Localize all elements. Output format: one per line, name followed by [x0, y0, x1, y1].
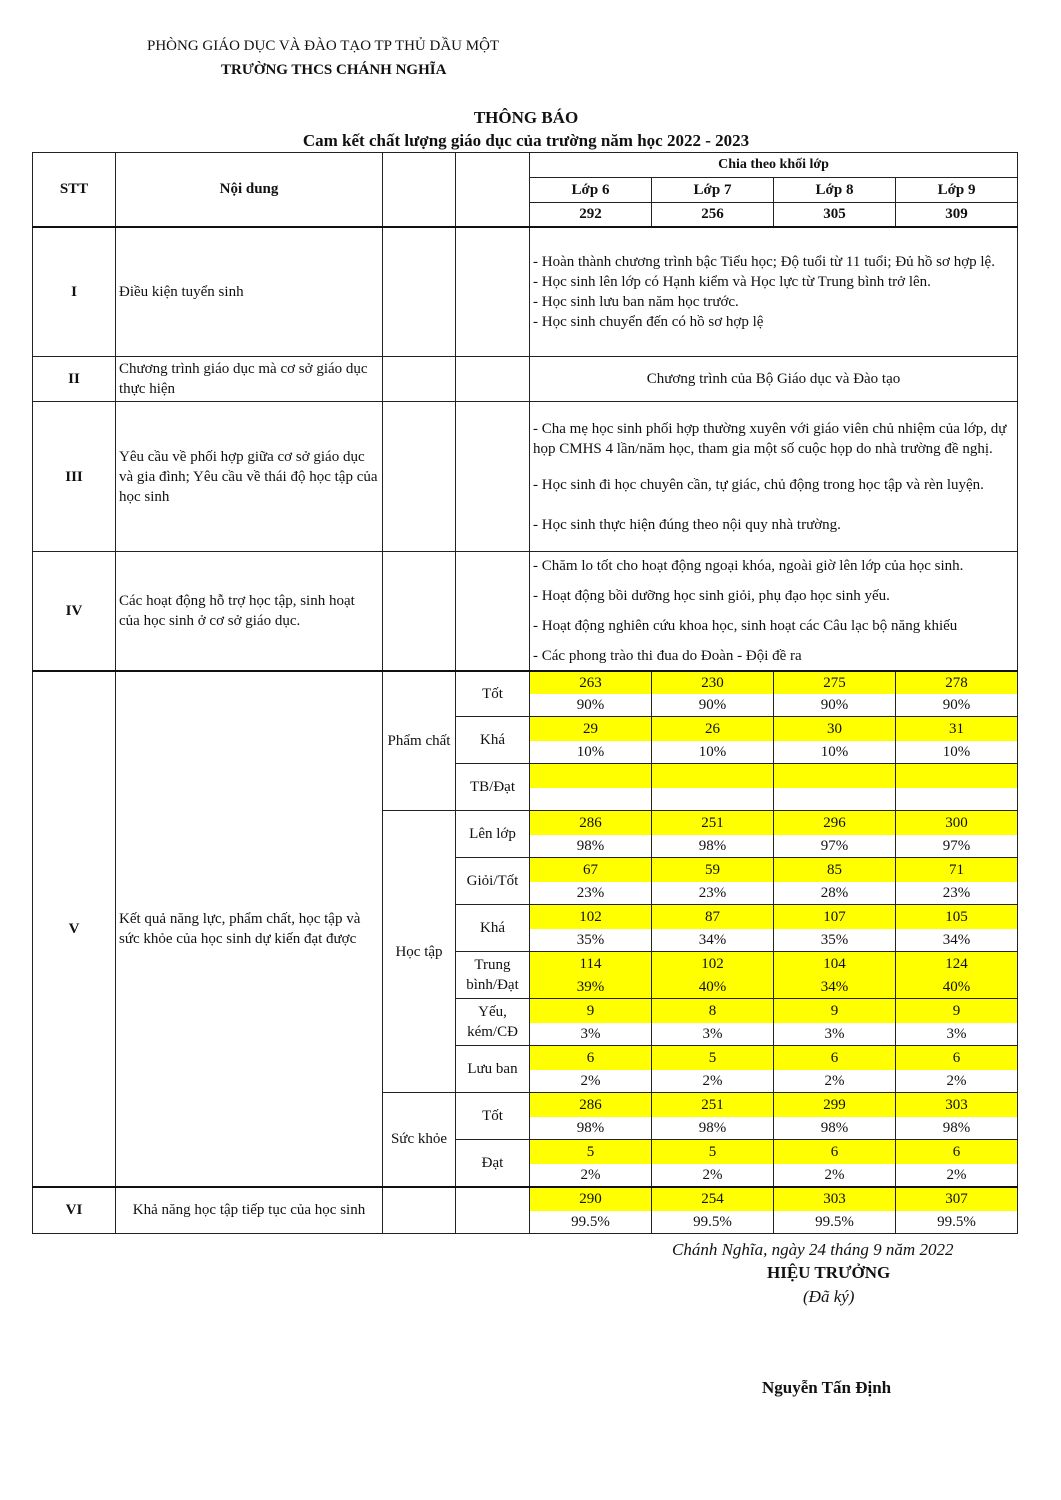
- vi-pct: 99.5%: [652, 1211, 774, 1234]
- ht-yeu-count: 9: [774, 999, 896, 1023]
- ht-luu-ban-count: 5: [652, 1046, 774, 1070]
- row-iii-detail: - Học sinh thực hiện đúng theo nội quy nhà trường.: [533, 516, 841, 533]
- pc-kha-pct: 10%: [530, 741, 652, 764]
- ht-gioi-pct: 23%: [896, 882, 1018, 905]
- ht-gioi-count: 71: [896, 858, 1018, 882]
- row-iii-details: [530, 402, 1018, 552]
- vi-count: 307: [896, 1187, 1018, 1211]
- ht-tb-count: 124: [896, 952, 1018, 976]
- row-ii-stt: II: [33, 357, 116, 402]
- ht-yeu-pct: 3%: [652, 1023, 774, 1046]
- grade-9-total: 309: [896, 203, 1018, 227]
- ht-kha-pct: 34%: [652, 929, 774, 952]
- ht-gioi-label: Giỏi/Tốt: [456, 858, 530, 905]
- hoc-tap-label: Học tập: [383, 811, 456, 1093]
- sk-tot-count: 299: [774, 1093, 896, 1117]
- ht-luu-ban-count: 6: [896, 1046, 1018, 1070]
- row-iii-content: Yêu cầu về phối hợp giữa cơ sở giáo dục và gia đình; Yêu cầu về thái độ học tập của học sinh: [116, 402, 383, 552]
- signature-date: Chánh Nghĩa, ngày 24 tháng 9 năm 2022: [672, 1240, 954, 1259]
- sk-dat-count: 6: [896, 1140, 1018, 1164]
- row-iv-detail: - Các phong trào thi đua do Đoàn - Đội đề ra: [533, 647, 802, 664]
- ht-len-lop-pct: 97%: [774, 835, 896, 858]
- department-name: PHÒNG GIÁO DỤC VÀ ĐÀO TẠO TP THỦ DẦU MỘT: [147, 38, 500, 54]
- commitment-table: [32, 152, 1018, 1234]
- ht-gioi-pct: 23%: [652, 882, 774, 905]
- row-i-detail: - Học sinh lưu ban năm học trước.: [533, 293, 739, 310]
- row-i-detail: - Học sinh lên lớp có Hạnh kiểm và Học lực từ Trung bình trở lên.: [533, 273, 931, 290]
- sk-dat-count: 5: [652, 1140, 774, 1164]
- notice-subtitle: Cam kết chất lượng giáo dục của trường năm học 2022 - 2023: [302, 131, 750, 150]
- row-iv-detail: - Hoạt động nghiên cứu khoa học, sinh hoạt các Câu lạc bộ năng khiếu: [533, 617, 958, 634]
- notice-title: THÔNG BÁO: [473, 108, 579, 127]
- ht-gioi-pct: 28%: [774, 882, 896, 905]
- header-stt: STT: [33, 153, 116, 227]
- ht-len-lop-count: 296: [774, 811, 896, 835]
- row-vi-content: Khả năng học tập tiếp tục của học sinh: [116, 1187, 383, 1234]
- row-ii-content: Chương trình giáo dục mà cơ sở giáo dục thực hiện: [116, 357, 383, 402]
- vi-pct: 99.5%: [774, 1211, 896, 1234]
- ht-luu-ban-count: 6: [530, 1046, 652, 1070]
- ht-tb-pct: 39%: [530, 976, 652, 999]
- ht-len-lop-count: 300: [896, 811, 1018, 835]
- pc-kha-pct: 10%: [774, 741, 896, 764]
- row-vi-stt: VI: [33, 1187, 116, 1234]
- ht-len-lop-pct: 98%: [652, 835, 774, 858]
- pham-chat-label: Phẩm chất: [383, 671, 456, 811]
- sk-dat-pct: 2%: [652, 1164, 774, 1187]
- pc-kha-count: 31: [896, 717, 1018, 741]
- ht-kha-pct: 34%: [896, 929, 1018, 952]
- ht-tb-count: 104: [774, 952, 896, 976]
- row-iv-detail: - Hoạt động bồi dưỡng học sinh giỏi, phụ đạo học sinh yếu.: [533, 587, 890, 604]
- grade-6-total: 292: [530, 203, 652, 227]
- ht-tb-count: 114: [530, 952, 652, 976]
- ht-yeu-count: 9: [896, 999, 1018, 1023]
- ht-yeu-label: Yếu, kém/CĐ: [456, 999, 530, 1046]
- ht-kha-count: 87: [652, 905, 774, 929]
- pc-tot-pct: 90%: [774, 694, 896, 717]
- grade-6-header: Lớp 6: [530, 178, 652, 203]
- ht-yeu-count: 8: [652, 999, 774, 1023]
- ht-yeu-pct: 3%: [530, 1023, 652, 1046]
- sk-dat-count: 6: [774, 1140, 896, 1164]
- ht-len-lop-count: 286: [530, 811, 652, 835]
- sk-dat-pct: 2%: [896, 1164, 1018, 1187]
- ht-len-lop-label: Lên lớp: [456, 811, 530, 858]
- header-empty-1: [383, 153, 456, 227]
- vi-count: 254: [652, 1187, 774, 1211]
- ht-kha-label: Khá: [456, 905, 530, 952]
- pc-kha-count: 30: [774, 717, 896, 741]
- row-iii-detail: - Học sinh đi học chuyên cần, tự giác, chủ động trong học tập và rèn luyện.: [533, 476, 984, 493]
- row-iv-details: [530, 552, 1018, 671]
- ht-len-lop-pct: 98%: [530, 835, 652, 858]
- sk-dat-pct: 2%: [774, 1164, 896, 1187]
- ht-tb-pct: 40%: [652, 976, 774, 999]
- pc-kha-pct: 10%: [896, 741, 1018, 764]
- pc-tot-count: 230: [652, 671, 774, 694]
- row-iv-stt: IV: [33, 552, 116, 671]
- pc-tot-count: 278: [896, 671, 1018, 694]
- ht-luu-ban-label: Lưu ban: [456, 1046, 530, 1093]
- grade-7-header: Lớp 7: [652, 178, 774, 203]
- ht-gioi-count: 85: [774, 858, 896, 882]
- row-iii-stt: III: [33, 402, 116, 552]
- sk-tot-count: 286: [530, 1093, 652, 1117]
- sk-tot-pct: 98%: [896, 1117, 1018, 1140]
- ht-yeu-count: 9: [530, 999, 652, 1023]
- school-name: TRƯỜNG THCS CHÁNH NGHĨA: [221, 62, 447, 78]
- header-content: Nội dung: [116, 153, 383, 227]
- ht-tb-pct: 34%: [774, 976, 896, 999]
- pc-tot-count: 275: [774, 671, 896, 694]
- sk-tot-pct: 98%: [652, 1117, 774, 1140]
- grade-7-total: 256: [652, 203, 774, 227]
- ht-luu-ban-count: 6: [774, 1046, 896, 1070]
- ht-kha-count: 107: [774, 905, 896, 929]
- pc-kha-count: 29: [530, 717, 652, 741]
- row-i-detail: - Hoàn thành chương trình bậc Tiểu học; Độ tuổi từ 11 tuổi; Đủ hồ sơ hợp lệ.: [533, 253, 995, 270]
- ht-kha-pct: 35%: [530, 929, 652, 952]
- grade-8-header: Lớp 8: [774, 178, 896, 203]
- row-iv-detail: - Chăm lo tốt cho hoạt động ngoại khóa, ngoài giờ lên lớp của học sinh.: [533, 557, 964, 574]
- vi-pct: 99.5%: [530, 1211, 652, 1234]
- ht-kha-count: 102: [530, 905, 652, 929]
- row-iv-content: Các hoạt động hỗ trợ học tập, sinh hoạt của học sinh ở cơ sở giáo dục.: [116, 552, 383, 671]
- ht-yeu-pct: 3%: [774, 1023, 896, 1046]
- row-i-detail: - Học sinh chuyển đến có hồ sơ hợp lệ: [533, 313, 764, 330]
- pc-kha-pct: 10%: [652, 741, 774, 764]
- ht-luu-ban-pct: 2%: [774, 1070, 896, 1093]
- ht-gioi-pct: 23%: [530, 882, 652, 905]
- ht-len-lop-pct: 97%: [896, 835, 1018, 858]
- ht-luu-ban-pct: 2%: [896, 1070, 1018, 1093]
- sk-tot-pct: 98%: [530, 1117, 652, 1140]
- sk-tot-count: 303: [896, 1093, 1018, 1117]
- sk-tot-pct: 98%: [774, 1117, 896, 1140]
- sk-tot-count: 251: [652, 1093, 774, 1117]
- ht-tb-count: 102: [652, 952, 774, 976]
- ht-yeu-pct: 3%: [896, 1023, 1018, 1046]
- pc-tb-label: TB/Đạt: [456, 764, 530, 811]
- ht-kha-count: 105: [896, 905, 1018, 929]
- vi-count: 290: [530, 1187, 652, 1211]
- grade-9-header: Lớp 9: [896, 178, 1018, 203]
- signature-signed: (Đã ký): [803, 1287, 855, 1306]
- signature-name: Nguyễn Tấn Định: [762, 1378, 892, 1397]
- header-grade-group: Chia theo khối lớp: [530, 153, 1018, 178]
- ht-kha-pct: 35%: [774, 929, 896, 952]
- pc-kha-count: 26: [652, 717, 774, 741]
- vi-count: 303: [774, 1187, 896, 1211]
- ht-tb-label: Trung bình/Đạt: [456, 952, 530, 999]
- pc-tot-pct: 90%: [652, 694, 774, 717]
- ht-gioi-count: 67: [530, 858, 652, 882]
- ht-gioi-count: 59: [652, 858, 774, 882]
- row-v-stt: V: [33, 671, 116, 1187]
- ht-luu-ban-pct: 2%: [530, 1070, 652, 1093]
- pc-tot-label: Tốt: [456, 671, 530, 717]
- pc-tot-pct: 90%: [896, 694, 1018, 717]
- suc-khoe-label: Sức khỏe: [383, 1093, 456, 1187]
- header-empty-2: [456, 153, 530, 227]
- sk-tot-label: Tốt: [456, 1093, 530, 1140]
- grade-8-total: 305: [774, 203, 896, 227]
- row-v-content: Kết quả năng lực, phẩm chất, học tập và sức khỏe của học sinh dự kiến đạt được: [116, 671, 383, 1187]
- ht-len-lop-count: 251: [652, 811, 774, 835]
- row-i-content: Điều kiện tuyển sinh: [116, 227, 383, 357]
- signature-position: HIỆU TRƯỞNG: [767, 1263, 891, 1282]
- pc-kha-label: Khá: [456, 717, 530, 764]
- sk-dat-count: 5: [530, 1140, 652, 1164]
- row-ii-details: Chương trình của Bộ Giáo dục và Đào tạo: [530, 357, 1018, 402]
- sk-dat-pct: 2%: [530, 1164, 652, 1187]
- sk-dat-label: Đạt: [456, 1140, 530, 1187]
- vi-pct: 99.5%: [896, 1211, 1018, 1234]
- row-i-details: [530, 227, 1018, 357]
- ht-tb-pct: 40%: [896, 976, 1018, 999]
- pc-tot-count: 263: [530, 671, 652, 694]
- row-iii-detail: - Cha mẹ học sinh phối hợp thường xuyên với giáo viên chủ nhiệm của lớp, dự họp CMHS 4 lần/năm học, tham gia một số cuộc họp do nhà trường đề nghị.: [533, 420, 1007, 457]
- ht-luu-ban-pct: 2%: [652, 1070, 774, 1093]
- row-i-stt: I: [33, 227, 116, 357]
- pc-tot-pct: 90%: [530, 694, 652, 717]
